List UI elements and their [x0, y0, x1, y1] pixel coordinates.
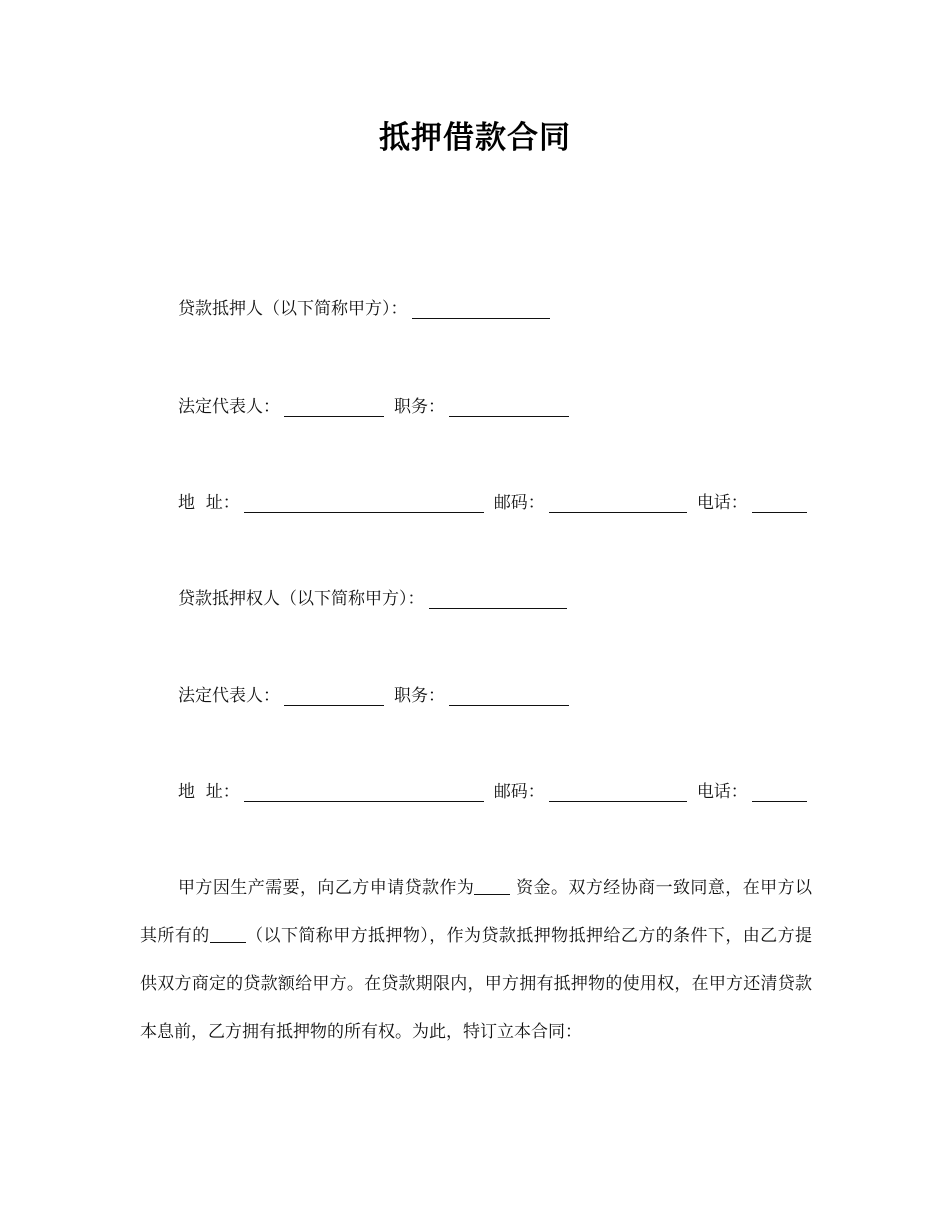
mortgagee-label: 贷款抵押权人（以下简称甲方）： [178, 589, 425, 609]
mortgagor-address-blank [244, 494, 484, 513]
preamble-part-3: （以下简称甲方抵押物），作为贷款抵押物抵押给乙方的条件下，由乙方提供双方商定的贷款额给甲方。在贷款期限内，甲方拥有抵押物的使用权，在甲方还清贷款本息前，乙方拥有抵押物的所有权。为此，特订立本合同： [140, 926, 813, 1042]
preamble-part-1: 甲方因生产需要，向乙方申请贷款作为 [178, 878, 475, 898]
mortgagee-postcode-label: 邮码： [493, 782, 545, 802]
mortgagee-legal-rep-blank [284, 687, 384, 706]
mortgagor-address-label: 地 址： [178, 493, 240, 513]
mortgagee-address-line [178, 780, 811, 804]
mortgagee-position-blank [449, 687, 569, 706]
document-title: 抵押借款合同 [379, 120, 571, 156]
mortgagor-postcode-label: 邮码： [493, 493, 545, 513]
mortgagor-rep-line [178, 395, 573, 419]
mortgagee-phone-label: 电话： [696, 782, 748, 802]
mortgagor-postcode-blank [549, 494, 687, 513]
mortgagee-rep-line [178, 684, 573, 708]
mortgagor-name-blank [412, 300, 550, 319]
mortgagor-legal-rep-blank [284, 398, 384, 417]
mortgagor-line [178, 297, 554, 321]
collateral-blank [210, 926, 246, 943]
mortgagee-address-blank [244, 783, 484, 802]
fund-type-blank [474, 878, 510, 895]
mortgagee-phone-blank [752, 783, 807, 802]
mortgagor-legal-rep-label: 法定代表人： [178, 397, 280, 417]
mortgagor-label: 贷款抵押人（以下简称甲方）： [178, 299, 408, 319]
mortgagor-address-line [178, 491, 811, 515]
mortgagor-position-label: 职务： [394, 397, 445, 417]
mortgagor-position-blank [449, 398, 569, 417]
mortgagee-legal-rep-label: 法定代表人： [178, 686, 280, 706]
mortgagee-position-label: 职务： [394, 686, 445, 706]
preamble-part-2: 资金。双方经协商一致同意，在甲方以其所有的 [140, 878, 812, 946]
mortgagor-phone-label: 电话： [696, 493, 748, 513]
mortgagor-phone-blank [752, 494, 807, 513]
mortgagee-name-blank [429, 590, 567, 609]
mortgagee-address-label: 地 址： [178, 782, 240, 802]
preamble-paragraph [140, 864, 812, 1056]
mortgagee-line [178, 587, 571, 611]
mortgagee-postcode-blank [549, 783, 687, 802]
